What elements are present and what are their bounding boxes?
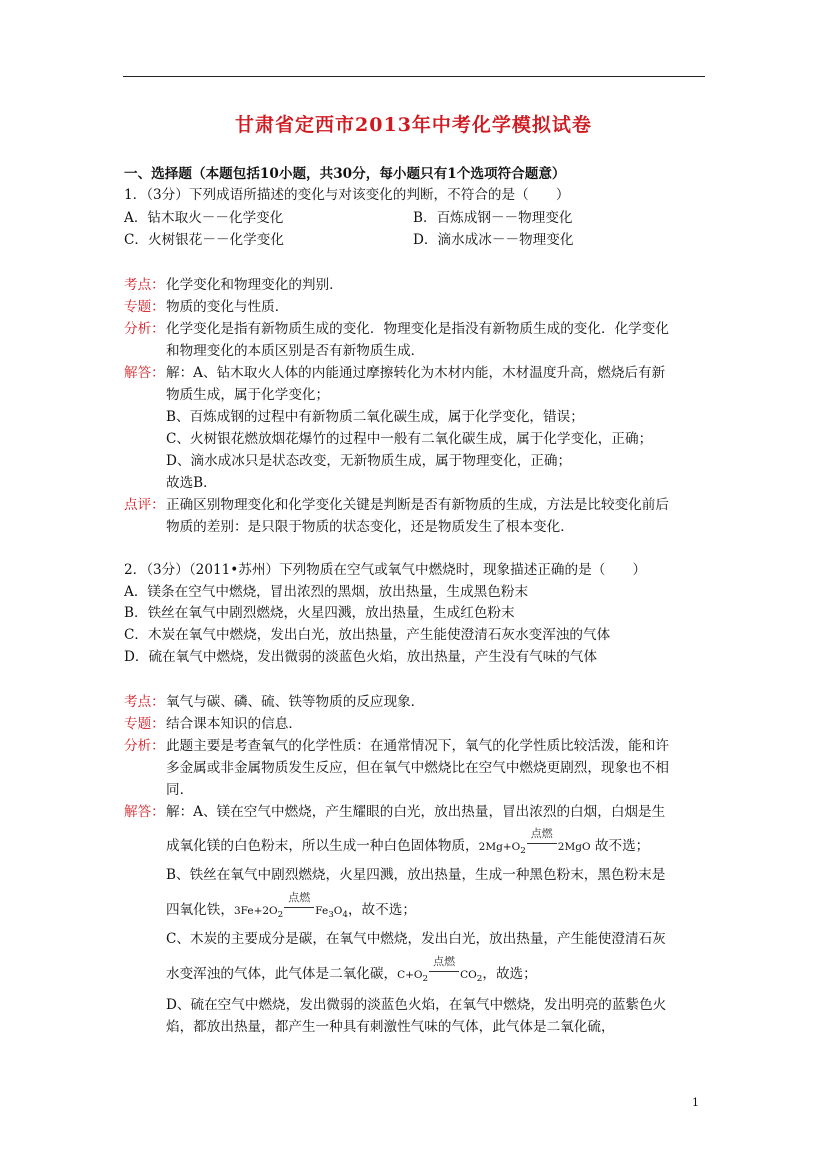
q2-option-c: C．木炭在氧气中燃烧，发出白光，放出热量，产生能使澄清石灰水变浑浊的气体 <box>124 627 611 643</box>
ignition-arrow: 点燃 <box>429 962 459 980</box>
q2-answer-b-1: B、铁丝在氧气中剧烈燃烧，火星四溅，放出热量，生成一种黑色粉末，黑色粉末是 <box>166 867 666 883</box>
q1-jieda-label: 解答： <box>124 365 165 381</box>
q1-jieda-2: 物质生成，属于化学变化； <box>166 387 330 403</box>
q2-jieda-label: 解答： <box>124 804 165 820</box>
q1-dianping-1: 正确区别物理变化和化学变化关键是判断是否有新物质的生成，方法是比较变化前后 <box>166 497 669 513</box>
header-rule <box>123 76 705 77</box>
q2-stem: 2．（3分）（2011•苏州）下列物质在空气或氧气中燃烧时，现象描述正确的是（ ） <box>124 562 647 578</box>
section-heading: 一、选择题（本题包括10小题，共30分，每小题只有1个选项符合题意） <box>124 166 566 182</box>
q1-option-c: C．火树银花－－化学变化 <box>124 232 284 248</box>
ignition-arrow: 点燃 <box>527 834 557 852</box>
q2-answer-a-2: 成氧化镁的白色粉末，所以生成一种白色固体物质，$2Mg+O_2$ 点燃 2MgO 故不选； <box>166 827 650 857</box>
q2-kaodian: 氧气与碳、磷、硫、铁等物质的反应现象． <box>166 694 425 710</box>
mg-equation-product: 2MgO <box>557 841 591 853</box>
q2-answer-c-1: C、木炭的主要成分是碳，在氧气中燃烧，发出白光，放出热量，产生能使澄清石灰 <box>166 931 666 947</box>
q1-jieda-1: 解：A、钻木取火人体的内能通过摩擦转化为木材内能，木材温度升高，燃烧后有新 <box>166 365 666 381</box>
c-equation-reactants: $C+O_2$ <box>397 969 429 985</box>
q2-kaodian-label: 考点： <box>124 694 165 710</box>
c-equation-product: $CO_2$ <box>460 969 483 985</box>
q2-zhuanti: 结合课本知识的信息． <box>166 716 302 732</box>
q1-fenxi-2: 和物理变化的本质区别是否有新物质生成． <box>166 343 425 359</box>
q1-fenxi-1: 化学变化是指有新物质生成的变化．物理变化是指没有新物质生成的变化．化学变化 <box>166 321 669 337</box>
mg-equation-reactants: $2Mg+O_2$ <box>478 841 526 857</box>
q1-kaodian-label: 考点： <box>124 277 165 293</box>
q1-stem: 1．（3分）下列成语所描述的变化与对该变化的判断，不符合的是（ ） <box>124 187 570 203</box>
q1-jieda-3: B、百炼成钢的过程中有新物质二氧化碳生成，属于化学变化，错误； <box>166 409 584 425</box>
q2-answer-d-1: D、硫在空气中燃烧，发出微弱的淡蓝色火焰，在氧气中燃烧，发出明亮的蓝紫色火 <box>166 997 667 1013</box>
page-number: 1 <box>692 1096 699 1109</box>
q1-dianping-2: 物质的差别：是只限于物质的状态变化，还是物质发生了根本变化． <box>166 519 574 535</box>
q2-option-a: A．镁条在空气中燃烧，冒出浓烈的黑烟，放出热量，生成黑色粉末 <box>124 584 529 600</box>
q1-jieda-6: 故选B． <box>166 475 217 491</box>
q2-answer-c-2: 水变浑浊的气体，此气体是二氧化碳，$C+O_2$ 点燃 $CO_2$，故选； <box>166 955 537 985</box>
q2-fenxi-1: 此题主要是考查氧气的化学性质：在通常情况下，氧气的化学性质比较活泼，能和许 <box>166 738 669 754</box>
q2-zhuanti-label: 专题： <box>124 716 165 732</box>
q2-fenxi-3: 同． <box>166 782 194 798</box>
q1-fenxi-label: 分析： <box>124 321 165 337</box>
page-title: 甘肃省定西市2013年中考化学模拟试卷 <box>235 114 592 136</box>
q1-option-a: A．钻木取火－－化学变化 <box>124 210 284 226</box>
ignition-arrow: 点燃 <box>284 898 314 916</box>
q1-option-d: D．滴水成冰－－物理变化 <box>413 232 574 248</box>
q1-dianping-label: 点评： <box>124 497 165 513</box>
q1-kaodian: 化学变化和物理变化的判别． <box>166 277 343 293</box>
q2-answer-a-1: 解：A、镁在空气中燃烧，产生耀眼的白光，放出热量，冒出浓烈的白烟，白烟是生 <box>166 804 666 820</box>
q2-option-d: D．硫在氧气中燃烧，发出微弱的淡蓝色火焰，放出热量，产生没有气味的气体 <box>124 649 598 665</box>
q1-option-b: B．百炼成钢－－物理变化 <box>413 210 573 226</box>
fe-equation-reactants: $3Fe+2O_2$ <box>233 905 284 921</box>
q1-zhuanti-label: 专题： <box>124 299 165 315</box>
fe-equation-product: $Fe_3O_4$ <box>315 905 348 921</box>
q1-jieda-4: C、火树银花燃放烟花爆竹的过程中一般有二氧化碳生成，属于化学变化，正确； <box>166 431 653 447</box>
q2-fenxi-label: 分析： <box>124 738 165 754</box>
q2-fenxi-2: 多金属或非金属物质发生反应，但在氧气中燃烧比在空气中燃烧更剧烈，现象也不相 <box>166 760 669 776</box>
q1-jieda-5: D、滴水成冰只是状态改变，无新物质生成，属于物理变化，正确； <box>166 453 572 469</box>
q1-zhuanti: 物质的变化与性质． <box>166 299 289 315</box>
q2-answer-d-2: 焰，都放出热量，都产生一种具有刺激性气味的气体，此气体是二氧化硫， <box>166 1019 615 1035</box>
q2-answer-b-2: 四氧化铁，$3Fe+2O_2$ 点燃 $Fe_3O_4$，故不选； <box>166 891 416 921</box>
q2-option-b: B．铁丝在氧气中剧烈燃烧，火星四溅，放出热量，生成红色粉末 <box>124 605 515 621</box>
